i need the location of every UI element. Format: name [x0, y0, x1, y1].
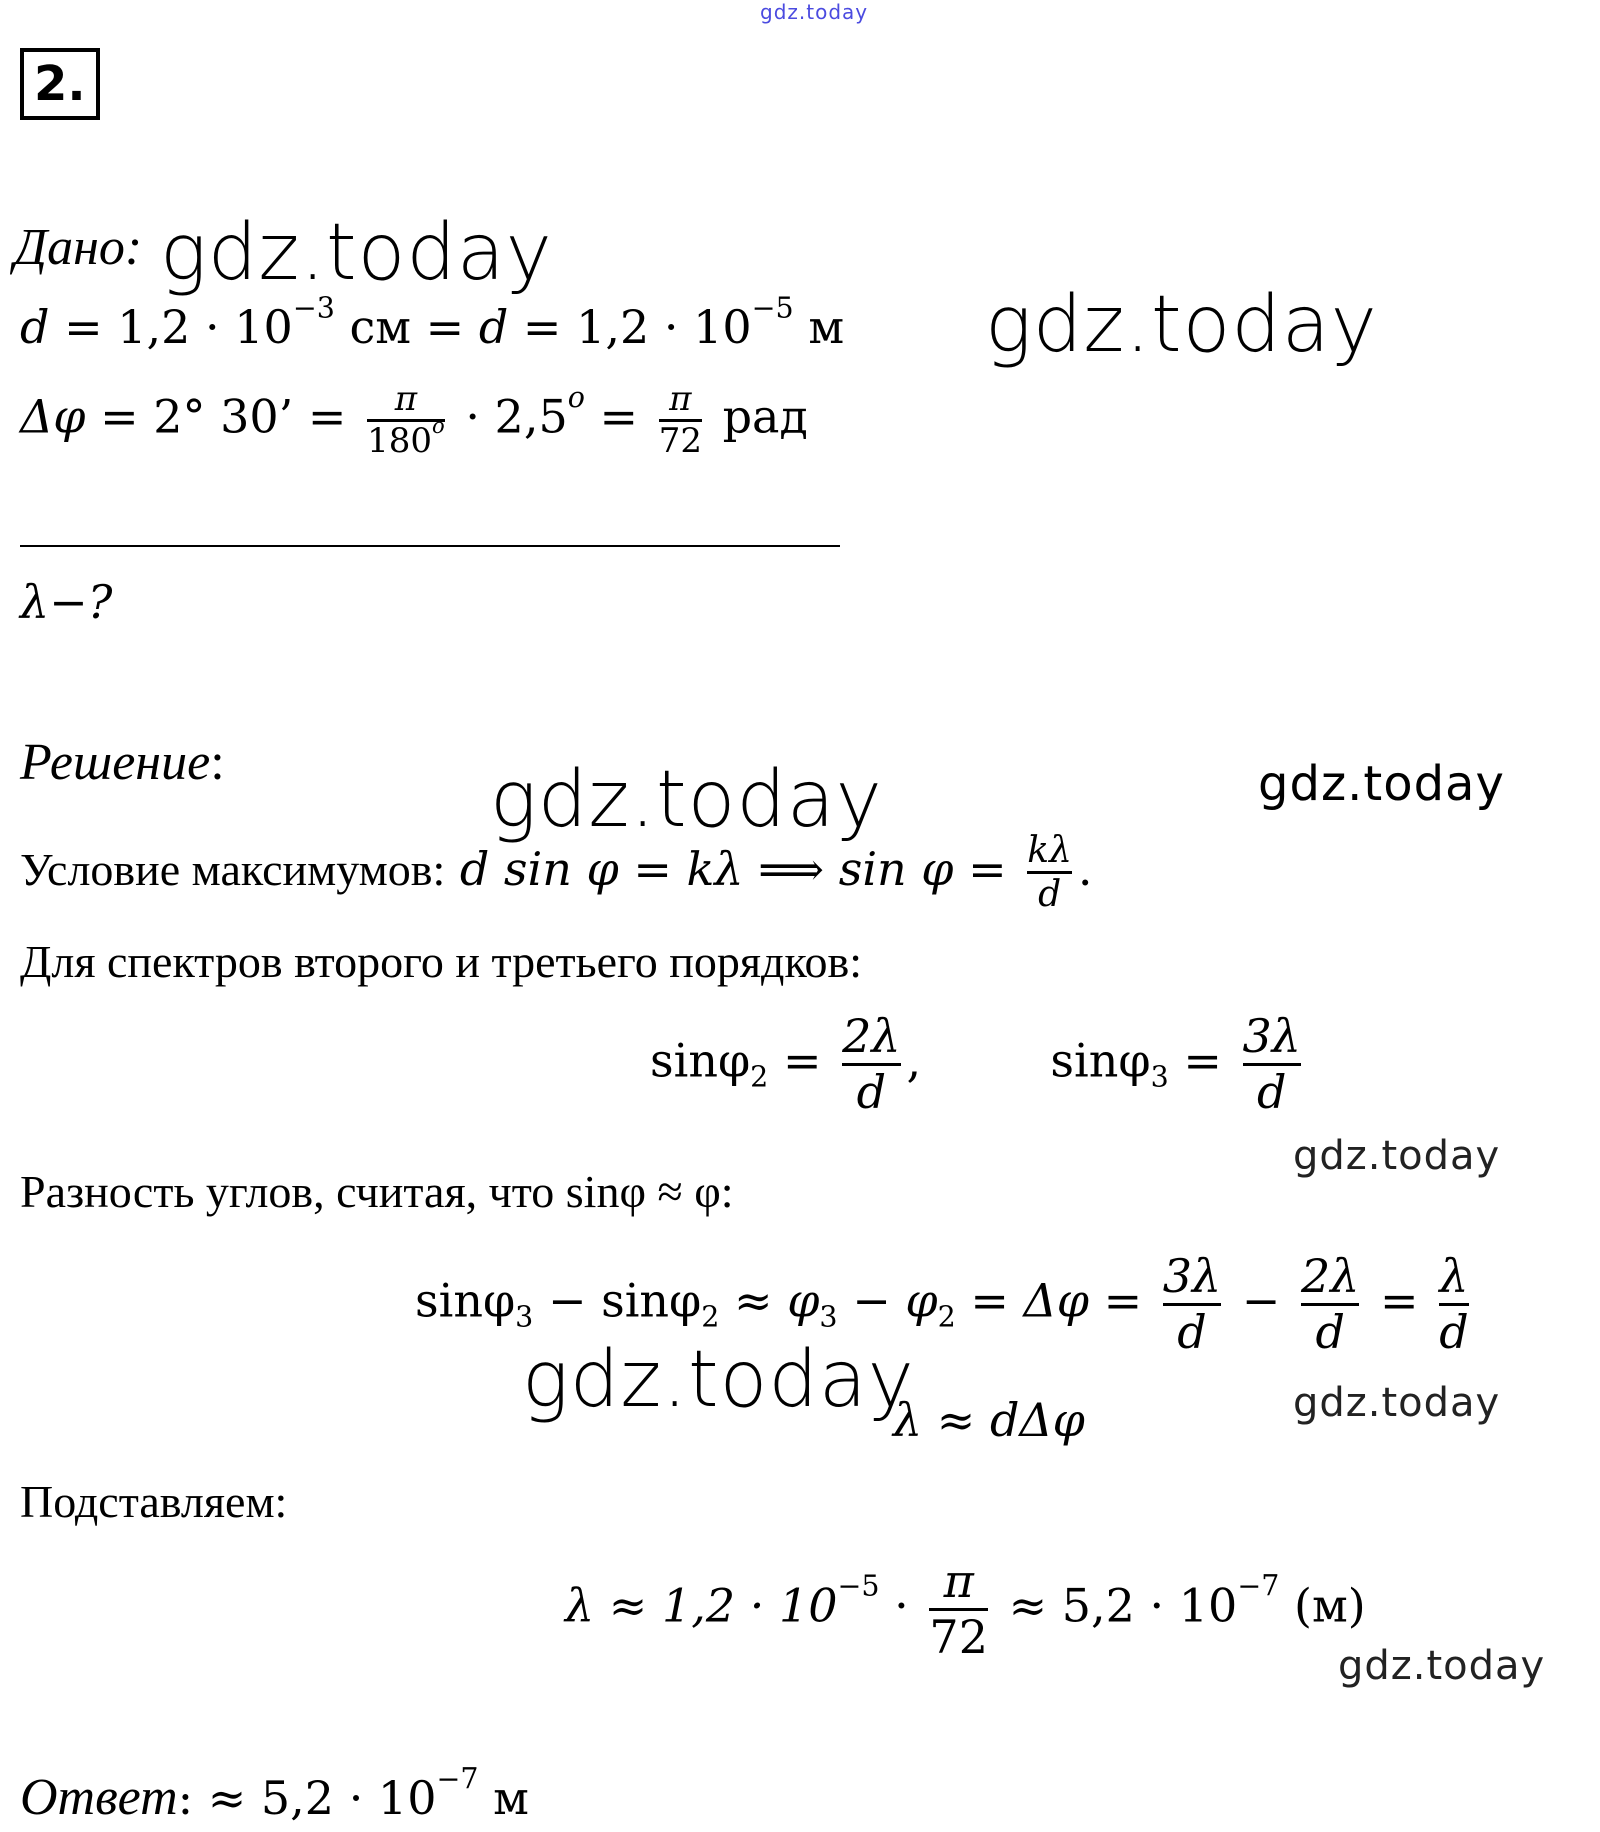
d-symbol-2: d — [478, 300, 509, 354]
solution-label: Решение: — [20, 734, 225, 791]
orders-equations: sinφ$_2$ = $\frac{2\lambda}{d}$ , sinφ$_3$ = $\frac{3\lambda}{d}$ — [650, 1009, 1301, 1119]
watermark-3: gdz.today — [490, 755, 883, 845]
answer-line: Ответ: ≈ $5,2 \cdot 10^{-7}$ м — [20, 1762, 529, 1826]
fraction-klambda-d: $\frac{k\lambda}{d}$ — [1027, 830, 1072, 916]
answer-label: Ответ — [20, 1769, 178, 1826]
d-exp-m: −5 — [751, 291, 794, 325]
result-equation: $\lambda \approx 1,2 \cdot 10^{-5}$ · $\frac{\pi}{72}$ ≈ $5,2 \cdot 10^{-7}$ (м) — [565, 1554, 1366, 1664]
orders-text: Для спектров второго и третьего порядков: — [20, 936, 862, 987]
fraction-pi-180: $\frac{\pi}{180^o}$ — [367, 379, 445, 462]
find-lambda: λ−? — [20, 575, 113, 629]
answer-value: : ≈ 5,2 · 10 — [177, 1771, 437, 1825]
dphi-degrees: 2° 30’ — [153, 389, 294, 444]
watermark-5: gdz.today — [1293, 1133, 1501, 1179]
fraction-3lambda-d: $\frac{3\lambda}{d}$ — [1242, 1009, 1301, 1119]
d-unit-m: м — [808, 300, 845, 354]
max-condition-line: Условие максимумов: d sin φ = kλ ⟹ sin φ = $\frac{k\lambda}{d}$ . — [20, 830, 1093, 916]
d-value-cm: 1,2 · 10 — [117, 300, 293, 354]
given-phi-line: Δφ = 2° 30’ = $\frac{\pi}{180^o}$ · $2,5^o$ = $\frac{\pi}{72}$ рад — [20, 379, 808, 462]
dphi-symbol: Δφ — [20, 389, 86, 444]
watermark-1: gdz.today — [160, 208, 553, 298]
watermark-7: gdz.today — [1293, 1380, 1501, 1426]
fraction-pi-72: $\frac{\pi}{72}$ — [658, 379, 702, 462]
given-d-line: $d = 1,2 \cdot 10^{-3}$ см = $d = 1,2 \cdot 10^{-5}$ м — [20, 291, 845, 354]
fraction-pi-72-result: $\frac{\pi}{72}$ — [929, 1554, 988, 1664]
rad-unit: рад — [722, 389, 808, 444]
diff-equation: $\sin\varphi_3 - \sin\varphi_2 \approx \varphi_3 - \varphi_2 = \Delta\varphi$ = $\frac{3\lambda}{d}$ − $\frac{2\lambda}{d}$ = $\frac{\lambda}{d}$ — [415, 1249, 1469, 1359]
watermark-6: gdz.today — [522, 1335, 915, 1425]
max-condition-eq: d sin φ = kλ ⟹ sin φ = — [459, 841, 1007, 896]
given-divider — [20, 545, 840, 547]
d-symbol: d — [20, 300, 50, 354]
fraction-diff-2lambda: $\frac{2\lambda}{d}$ — [1300, 1249, 1360, 1359]
watermark-8: gdz.today — [1338, 1643, 1546, 1689]
d-value-m: 1,2 · 10 — [576, 300, 752, 354]
fraction-2lambda-d: $\frac{2\lambda}{d}$ — [842, 1009, 901, 1119]
watermark-4: gdz.today — [1258, 756, 1505, 812]
mult-2-5: · 2,5 — [465, 389, 568, 444]
problem-number: 2. — [20, 48, 100, 120]
substitute-text: Подставляем: — [20, 1476, 288, 1527]
fraction-diff-3lambda: $\frac{3\lambda}{d}$ — [1162, 1249, 1222, 1359]
fraction-diff-lambda: $\frac{\lambda}{d}$ — [1439, 1249, 1469, 1359]
d-exp-cm: −3 — [292, 291, 335, 325]
max-condition-text: Условие максимумов: — [20, 843, 446, 895]
watermark-2: gdz.today — [985, 280, 1378, 370]
diff-text: Разность углов, считая, что sinφ ≈ φ: — [20, 1166, 734, 1217]
approx-equation: λ ≈ dΔφ — [893, 1393, 1085, 1447]
d-unit-cm: см — [349, 300, 412, 354]
given-label: Дано: — [14, 219, 143, 276]
watermark-top: gdz.today — [760, 0, 869, 24]
